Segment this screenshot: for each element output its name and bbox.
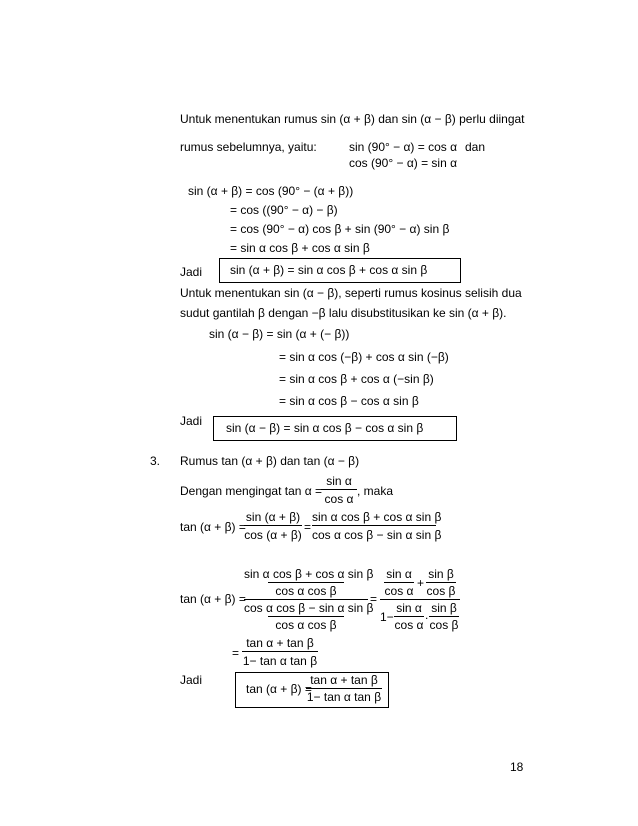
tan-jadi: Jadi [180, 673, 203, 687]
big-den-top: cos α cos β − sin α sin β [244, 601, 374, 615]
tan-def-numerator: sin α [326, 474, 352, 488]
tan-def-denominator: cos α [324, 492, 354, 506]
ratio-c-num: sin α [396, 601, 422, 615]
tan-f2-numerator: sin α cos β + cos α sin β [312, 510, 442, 524]
tan-f1-denominator: cos (α + β) [244, 528, 302, 542]
diff-step-0: sin (α − β) = sin (α + (− β)) [209, 327, 350, 341]
tan-f1-numerator: sin (α + β) [245, 510, 301, 524]
tan-f2-denominator: cos α cos β − sin α sin β [312, 528, 442, 542]
section-number: 3. [150, 454, 161, 468]
diff-jadi: Jadi [180, 414, 203, 428]
final-bar [242, 651, 318, 652]
diff-result-box [213, 416, 457, 441]
final-equals: = [232, 646, 240, 660]
sum-step-3: = sin α cos β + cos α sin β [230, 241, 370, 255]
sum-jadi: Jadi [180, 265, 203, 279]
ratio-dot: . [425, 608, 429, 622]
tan-def-maka: , maka [357, 484, 394, 498]
tan-result-bar [306, 688, 382, 689]
sum-result-formula: sin (α + β) = sin α cos β + cos α sin β [230, 263, 428, 277]
ratio-c-den: cos α [394, 618, 424, 632]
tan-result-numerator: tan α + tan β [310, 673, 378, 687]
ratio-a-num: sin α [386, 567, 412, 581]
ratio-b-bar [426, 582, 456, 583]
ratio-main-bar [380, 599, 460, 600]
tan-f1-equals: = [304, 520, 312, 534]
ratio-a-bar [384, 582, 414, 583]
diff-step-2: = sin α cos β + cos α (−sin β) [279, 372, 434, 386]
ratio-b-num: sin β [428, 567, 454, 581]
tan-definition-intro: Dengan mengingat tan α = [180, 484, 323, 498]
ratio-d-num: sin β [431, 601, 457, 615]
tan-result-box [235, 672, 389, 708]
big-den-bottom: cos α cos β [275, 618, 337, 632]
ratio-one-minus: 1− [380, 610, 394, 624]
ratio-d-bar [429, 616, 459, 617]
big-num-top: sin α cos β + cos α sin β [244, 567, 374, 581]
ratio-a-den: cos α [384, 584, 414, 598]
diff-result-formula: sin (α − β) = sin α cos β − cos α sin β [226, 421, 424, 435]
tan-lhs-2: tan (α + β) = [180, 592, 246, 606]
page-number: 18 [510, 760, 524, 774]
tan-result-denominator: 1− tan α tan β [306, 690, 382, 704]
final-denominator: 1− tan α tan β [242, 654, 318, 668]
tan-def-fraction-bar [321, 489, 357, 490]
big-equals: = [370, 592, 378, 606]
diff-paragraph-2: sudut gantilah β dengan −β lalu disubstitusikan ke sin (α + β). [180, 306, 507, 320]
intro-line-1: Untuk menentukan rumus sin (α + β) dan sin (α − β) perlu diingat [180, 112, 525, 126]
identity-sin-complement: sin (90° − α) = cos α [349, 140, 458, 154]
identity-cos-complement: cos (90° − α) = sin α [349, 156, 458, 170]
ratio-b-den: cos β [426, 584, 456, 598]
section-heading: Rumus tan (α + β) dan tan (α − β) [180, 454, 360, 468]
diff-step-1: = sin α cos (−β) + cos α sin (−β) [279, 350, 449, 364]
identity-dan: dan [465, 140, 486, 154]
tan-lhs: tan (α + β) = [180, 520, 246, 534]
tan-result-lhs: tan (α + β) = [246, 682, 312, 696]
final-numerator: tan α + tan β [246, 636, 314, 650]
big-den-inner-bar [268, 616, 344, 617]
ratio-d-den: cos β [429, 618, 459, 632]
diff-paragraph-1: Untuk menentukan sin (α − β), seperti rumus kosinus selisih dua [180, 286, 522, 300]
sum-step-0: sin (α + β) = cos (90° − (α + β)) [188, 184, 354, 198]
sum-step-2: = cos (90° − α) cos β + sin (90° − α) sin β [230, 222, 450, 236]
big-num-bottom: cos α cos β [275, 584, 337, 598]
tan-f2-bar [312, 525, 436, 526]
sum-result-box [219, 258, 461, 283]
big-num-inner-bar [268, 582, 344, 583]
ratio-plus: + [417, 576, 425, 590]
intro-line-2: rumus sebelumnya, yaitu: [180, 140, 317, 154]
tan-f1-bar [244, 525, 302, 526]
big-main-bar [244, 599, 368, 600]
ratio-c-bar [394, 616, 424, 617]
sum-step-1: = cos ((90° − α) − β) [230, 203, 338, 217]
diff-step-3: = sin α cos β − cos α sin β [279, 394, 419, 408]
